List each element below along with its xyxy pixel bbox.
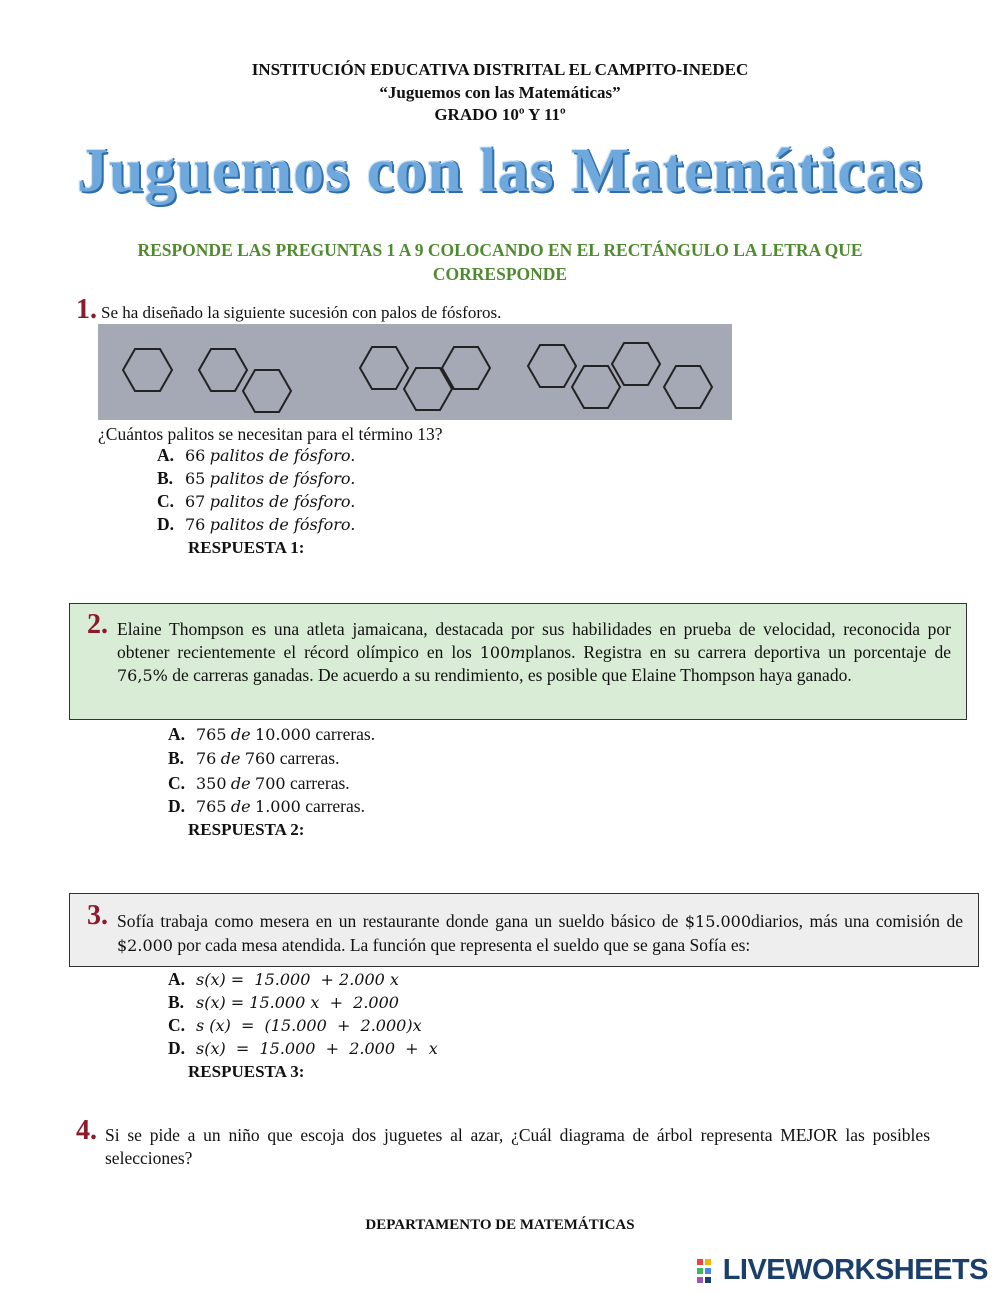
option-value: 765 bbox=[196, 725, 227, 744]
matchstick-sequence-image bbox=[98, 324, 732, 420]
option-de: de bbox=[220, 749, 241, 768]
question-1-prompt: ¿Cuántos palitos se necesitan para el término 13? bbox=[98, 424, 443, 444]
text-part: Sofía trabaja como mesera en un restaurante donde gana un sueldo básico de bbox=[117, 911, 685, 931]
option-letter: A. bbox=[157, 445, 175, 465]
instructions: RESPONDE LAS PREGUNTAS 1 A 9 COLOCANDO EN EL RECTÁNGULO LA LETRA QUE CORRESPONDE bbox=[137, 240, 863, 284]
math-value: 100 bbox=[479, 642, 511, 662]
option-d[interactable] bbox=[157, 514, 355, 535]
answer-1-label: RESPUESTA 1: bbox=[188, 538, 305, 557]
option-letter: A. bbox=[168, 969, 186, 989]
option-expression: s(x) = 15.000 + 2.000 x bbox=[196, 970, 399, 989]
worksheet-subtitle: “Juguemos con las Matemáticas” bbox=[379, 83, 621, 102]
option-a[interactable] bbox=[168, 969, 399, 990]
brand-name: LIVEWORKSHEETS bbox=[722, 1254, 988, 1286]
option-value: 700 bbox=[255, 774, 286, 793]
option-tail: carreras. bbox=[289, 773, 350, 793]
answer-3-label: RESPUESTA 3: bbox=[188, 1062, 305, 1081]
option-a[interactable] bbox=[157, 445, 355, 466]
option-value: 10.000 bbox=[255, 725, 311, 744]
hexagon-sequence-figure bbox=[98, 324, 732, 420]
option-tail: carreras. bbox=[305, 796, 365, 816]
text-part: Elaine Thompson es una atleta jamaicana, destacada por sus habilidades en prueba de velocidad, reconocida por obtener recientemente el récord olímpico en los bbox=[117, 619, 951, 662]
option-value: 1.000 bbox=[255, 797, 301, 816]
option-unit: palitos de fósforo. bbox=[209, 446, 356, 465]
department-footer: DEPARTAMENTO DE MATEMÁTICAS bbox=[365, 1217, 635, 1233]
option-de: de bbox=[230, 797, 251, 816]
institution-name: INSTITUCIÓN EDUCATIVA DISTRITAL EL CAMPITO-INEDEC bbox=[251, 60, 749, 79]
option-b[interactable] bbox=[168, 748, 340, 769]
math-unit: m bbox=[510, 642, 526, 662]
question-4-text: Si se pide a un niño que escoja dos juguetes al azar, ¿Cuál diagrama de árbol representa MEJOR las posibles selecciones? bbox=[105, 1125, 930, 1168]
option-expression: s (x) = (15.000 + 2.000)x bbox=[196, 1016, 422, 1035]
math-value: $2.000 bbox=[117, 935, 173, 955]
option-expression: s(x) = 15.000 + 2.000 + x bbox=[196, 1039, 438, 1058]
question-2-text bbox=[117, 618, 951, 688]
question-number: 3. bbox=[87, 900, 108, 931]
option-d[interactable] bbox=[168, 1038, 438, 1059]
option-expression: s(x) = 15.000 x + 2.000 bbox=[196, 993, 399, 1012]
option-letter: C. bbox=[168, 1015, 186, 1035]
question-number: 2. bbox=[87, 609, 108, 640]
option-de: de bbox=[230, 774, 251, 793]
text-part: planos. Registra en su carrera deportiva un porcentaje de bbox=[525, 641, 951, 662]
question-3-box bbox=[69, 893, 979, 967]
option-letter: C. bbox=[168, 773, 186, 793]
text-part: de carreras ganadas. De acuerdo a su rendimiento, es posible que Elaine Thompson haya ganado. bbox=[167, 665, 852, 685]
option-value: 765 bbox=[196, 797, 227, 816]
option-letter: B. bbox=[168, 992, 185, 1012]
grade-label: GRADO 10º Y 11º bbox=[434, 105, 566, 124]
option-c[interactable] bbox=[157, 491, 355, 512]
option-unit: palitos de fósforo. bbox=[209, 492, 356, 511]
question-4 bbox=[76, 1115, 930, 1169]
option-c[interactable] bbox=[168, 1015, 422, 1036]
question-3-text bbox=[117, 910, 963, 957]
question-text: Se ha diseñado la siguiente sucesión con palos de fósforos. bbox=[101, 303, 502, 322]
option-value: 350 bbox=[196, 774, 227, 793]
option-value: 66 bbox=[185, 446, 206, 465]
question-number: 1. bbox=[76, 294, 97, 325]
option-value: 760 bbox=[244, 749, 276, 768]
option-letter: B. bbox=[157, 468, 174, 488]
option-value: 76 bbox=[185, 515, 206, 534]
liveworksheets-logo[interactable] bbox=[697, 1254, 988, 1287]
option-c[interactable] bbox=[168, 773, 350, 794]
option-letter: D. bbox=[168, 796, 186, 816]
question-1 bbox=[76, 294, 501, 326]
math-value: $15.000 bbox=[684, 912, 752, 931]
option-letter: B. bbox=[168, 748, 185, 768]
option-tail: carreras. bbox=[279, 748, 340, 768]
option-value: 65 bbox=[185, 469, 206, 488]
math-percent: 76,5% bbox=[117, 666, 168, 685]
option-letter: C. bbox=[157, 491, 175, 511]
option-tail: carreras. bbox=[315, 724, 376, 744]
liveworksheets-logo-icon bbox=[697, 1259, 719, 1283]
answer-2-label: RESPUESTA 2: bbox=[188, 820, 305, 839]
option-letter: D. bbox=[157, 514, 175, 534]
option-de: de bbox=[230, 725, 251, 744]
option-letter: A. bbox=[168, 724, 186, 744]
option-unit: palitos de fósforo. bbox=[209, 515, 356, 534]
option-value: 67 bbox=[185, 492, 206, 511]
option-b[interactable] bbox=[168, 992, 399, 1013]
text-part: por cada mesa atendida. La función que representa el sueldo que se gana Sofía es: bbox=[172, 934, 751, 955]
option-unit: palitos de fósforo. bbox=[209, 469, 356, 488]
option-a[interactable] bbox=[168, 724, 375, 745]
text-part: diarios, más una comisión de bbox=[751, 911, 963, 931]
question-2-box bbox=[69, 603, 967, 720]
question-number: 4. bbox=[76, 1115, 97, 1146]
option-value: 76 bbox=[196, 749, 217, 768]
option-letter: D. bbox=[168, 1038, 186, 1058]
option-b[interactable] bbox=[157, 468, 355, 489]
option-d[interactable] bbox=[168, 796, 365, 817]
banner-title: Juguemos con las Matemáticas bbox=[77, 137, 923, 205]
